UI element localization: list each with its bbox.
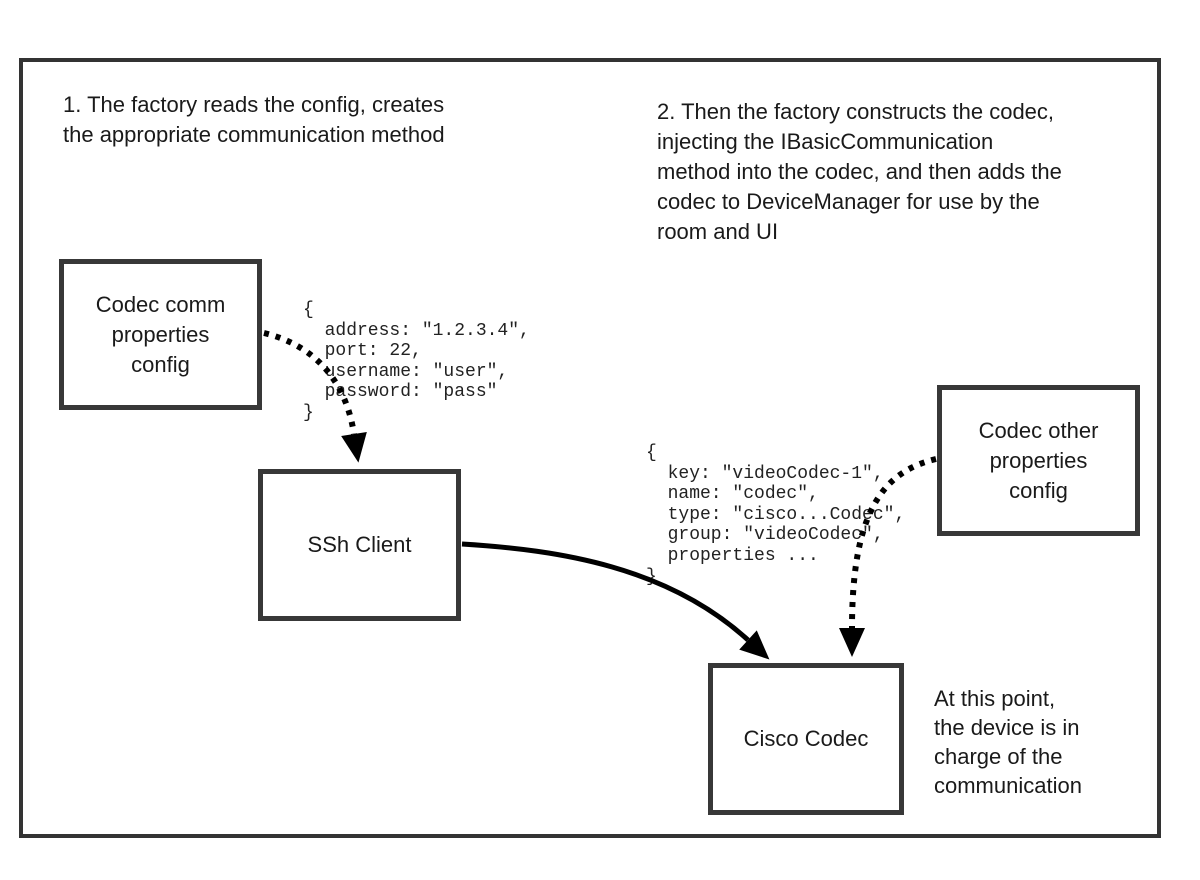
- ssh-client-box: [258, 469, 461, 621]
- codec-properties-snippet: { key: "videoCodec-1", name: "codec", type: "cisco...Codec", group: "videoCodec", properties ... }: [646, 443, 906, 587]
- step1-annotation: 1. The factory reads the config, creates the appropriate communication method: [63, 92, 445, 147]
- comm-properties-snippet: { address: "1.2.3.4", port: 22, username: "user", password: "pass" }: [303, 300, 530, 423]
- cisco-codec-label: Cisco Codec: [743, 726, 869, 751]
- cisco-codec-box: [708, 663, 904, 815]
- codec-comm-config-label: Codec comm properties config: [95, 291, 226, 377]
- codec-other-config-box: [937, 385, 1140, 536]
- ssh-client-label: SSh Client: [307, 532, 412, 557]
- step2-annotation: 2. Then the factory constructs the codec, injecting the IBasicCommunication method into the codec, and then adds the codec to DeviceManager for use by the room and UI: [657, 99, 1062, 244]
- codec-comm-config-box: [59, 259, 262, 410]
- device-in-charge-note: At this point, the device is in charge of the communication: [934, 686, 1082, 798]
- codec-other-config-label: Codec other properties config: [978, 417, 1099, 503]
